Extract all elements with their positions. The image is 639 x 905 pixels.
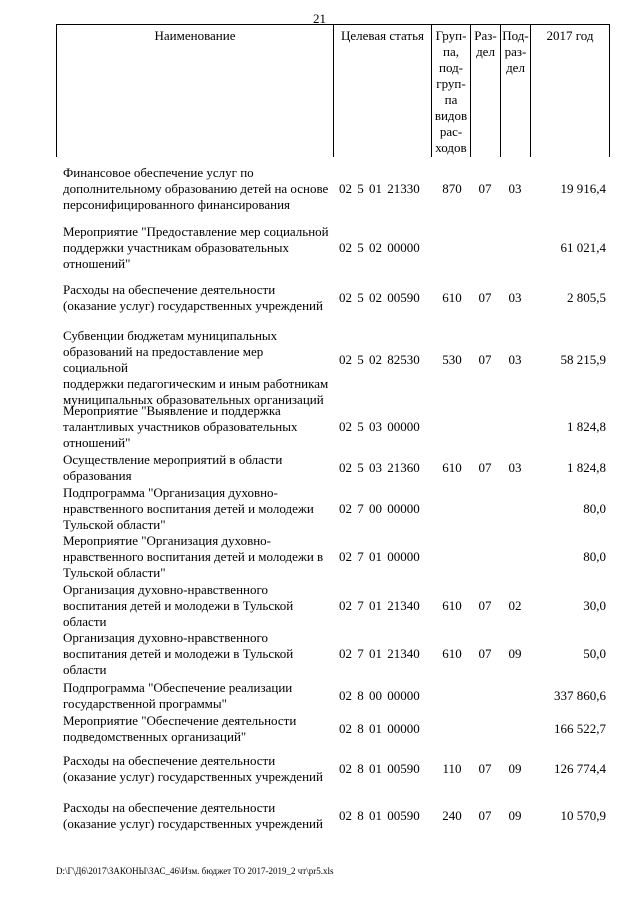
row-name-line: муниципальных образовательных организаций — [63, 392, 324, 407]
row-name-line: государственной программы" — [63, 696, 227, 711]
row-name — [63, 165, 331, 213]
row-razdel: 07 — [478, 598, 492, 613]
row-code: 02 5 02 00590 — [339, 290, 420, 305]
row-name-line: Расходы на обеспечение деятельности — [63, 800, 276, 815]
row-vr: 870 — [442, 181, 462, 196]
header-podrazdel — [501, 28, 530, 76]
row-vr: 240 — [442, 808, 462, 823]
row-name-line: образований на предоставление мер социальной — [63, 344, 264, 375]
row-amount: 10 570,9 — [560, 808, 606, 823]
row-name-line: воспитания детей и молодежи в Тульской — [63, 646, 294, 661]
row-name-line: талантливых участников образовательных — [63, 419, 298, 434]
row-name-line: Тульской области" — [63, 517, 166, 532]
header-target: Целевая статья — [340, 28, 424, 43]
row-code: 02 5 02 00000 — [339, 240, 420, 255]
header-podrazdel-line: дел — [506, 60, 525, 75]
row-code: 02 8 01 00590 — [339, 761, 420, 776]
row-name-line: поддержки педагогическим и иным работникам — [63, 376, 329, 391]
row-vr: 110 — [442, 761, 462, 776]
header-razdel-line: Раз- — [474, 28, 497, 43]
row-name-line: Расходы на обеспечение деятельности — [63, 282, 276, 297]
row-name-line: персонифицированного финансирования — [63, 197, 291, 212]
row-name-line: Субвенции бюджетам муниципальных — [63, 328, 278, 343]
row-code: 02 5 01 21330 — [339, 181, 420, 196]
row-code: 02 5 03 21360 — [339, 460, 420, 475]
row-name — [63, 713, 331, 745]
row-amount: 80,0 — [583, 549, 606, 564]
row-name-line: отношений" — [63, 256, 131, 271]
row-podrazdel: 03 — [508, 352, 522, 367]
row-podrazdel: 09 — [508, 646, 522, 661]
row-amount: 80,0 — [583, 501, 606, 516]
row-name-line: воспитания детей и молодежи в Тульской — [63, 598, 294, 613]
page-number: 21 — [313, 11, 326, 26]
row-podrazdel: 03 — [508, 460, 522, 475]
row-code: 02 7 00 00000 — [339, 501, 420, 516]
header-vr-line: ходов — [435, 140, 467, 155]
row-name — [63, 403, 331, 451]
header-vr-line: рас- — [439, 124, 463, 139]
row-amount: 50,0 — [583, 646, 606, 661]
row-amount: 126 774,4 — [554, 761, 606, 776]
row-amount: 166 522,7 — [554, 721, 606, 736]
row-name — [63, 630, 331, 678]
row-razdel: 07 — [478, 181, 492, 196]
row-code: 02 5 02 82530 — [339, 352, 420, 367]
row-name-line: нравственного воспитания детей и молодежи в — [63, 549, 324, 564]
file-path-footer: D:\Г\Д6\2017\ЗАКОНЫ\ЗАС_46\Изм. бюджет ТО 2017-2019_2 чт\pr5.xls — [56, 866, 334, 876]
row-name — [63, 452, 331, 484]
row-name-line: Тульской области" — [63, 565, 166, 580]
row-vr: 610 — [442, 646, 462, 661]
row-name-line: поддержки участникам образовательных — [63, 240, 290, 255]
row-name-line: нравственного воспитания детей и молодежи — [63, 501, 314, 516]
row-name — [63, 282, 331, 314]
row-razdel: 07 — [478, 646, 492, 661]
row-code: 02 8 01 00590 — [339, 808, 420, 823]
row-razdel: 07 — [478, 761, 492, 776]
row-vr: 530 — [442, 352, 462, 367]
header-year: 2017 год — [546, 28, 594, 43]
row-code: 02 8 00 00000 — [339, 688, 420, 703]
row-vr: 610 — [442, 460, 462, 475]
row-name-line: Мероприятие "Выявление и поддержка — [63, 403, 281, 418]
row-razdel: 07 — [478, 808, 492, 823]
row-amount: 61 021,4 — [560, 240, 606, 255]
row-code: 02 8 01 00000 — [339, 721, 420, 736]
row-name-line: дополнительному образованию детей на основе — [63, 181, 329, 196]
row-podrazdel: 02 — [508, 598, 522, 613]
row-name-line: Расходы на обеспечение деятельности — [63, 753, 276, 768]
row-amount: 1 824,8 — [567, 419, 606, 434]
row-podrazdel: 03 — [508, 290, 522, 305]
header-name: Наименование — [154, 28, 236, 43]
row-podrazdel: 03 — [508, 181, 522, 196]
row-name — [63, 753, 331, 785]
row-name-line: области — [63, 614, 107, 629]
row-name-line: Подпрограмма "Организация духовно- — [63, 485, 278, 500]
row-name-line: отношений" — [63, 435, 131, 450]
row-razdel: 07 — [478, 352, 492, 367]
row-code: 02 7 01 21340 — [339, 598, 420, 613]
header-razdel-line: дел — [476, 44, 495, 59]
row-amount: 2 805,5 — [567, 290, 606, 305]
row-name-line: Подпрограмма "Обеспечение реализации — [63, 680, 293, 695]
row-code: 02 5 03 00000 — [339, 419, 420, 434]
row-amount: 19 916,4 — [560, 181, 606, 196]
header-vr-line: Груп- — [435, 28, 467, 43]
header-podrazdel-line: раз- — [504, 44, 527, 59]
row-name-line: подведомственных организаций" — [63, 729, 247, 744]
header-vr-line: видов — [434, 108, 468, 123]
row-amount: 1 824,8 — [567, 460, 606, 475]
row-name-line: (оказание услуг) государственных учреждений — [63, 816, 323, 831]
row-vr: 610 — [442, 290, 462, 305]
row-podrazdel: 09 — [508, 808, 522, 823]
row-name — [63, 224, 331, 272]
header-razdel — [471, 28, 500, 60]
row-amount: 58 215,9 — [560, 352, 606, 367]
row-amount: 30,0 — [583, 598, 606, 613]
row-name-line: Мероприятие "Обеспечение деятельности — [63, 713, 297, 728]
row-podrazdel: 09 — [508, 761, 522, 776]
header-vr-line: под- — [438, 60, 464, 75]
header-vr-line: груп- — [436, 76, 466, 91]
row-razdel: 07 — [478, 460, 492, 475]
row-code: 02 7 01 00000 — [339, 549, 420, 564]
row-code: 02 7 01 21340 — [339, 646, 420, 661]
row-name — [63, 680, 331, 712]
row-name-line: Осуществление мероприятий в области — [63, 452, 283, 467]
header-podrazdel-line: Под- — [502, 28, 529, 43]
row-amount: 337 860,6 — [554, 688, 606, 703]
row-name-line: образования — [63, 468, 132, 483]
row-name — [63, 582, 331, 630]
row-name-line: Организация духовно-нравственного — [63, 582, 268, 597]
row-name — [63, 328, 331, 408]
row-name-line: (оказание услуг) государственных учреждений — [63, 769, 323, 784]
row-name — [63, 800, 331, 832]
row-name-line: (оказание услуг) государственных учреждений — [63, 298, 323, 313]
row-vr: 610 — [442, 598, 462, 613]
row-name-line: Мероприятие "Предоставление мер социальной — [63, 224, 329, 239]
row-name-line: области — [63, 662, 107, 677]
header-vr-line: па — [444, 92, 458, 107]
row-name-line: Организация духовно-нравственного — [63, 630, 268, 645]
row-name — [63, 485, 331, 533]
row-razdel: 07 — [478, 290, 492, 305]
row-name-line: Финансовое обеспечение услуг по — [63, 165, 254, 180]
row-name — [63, 533, 331, 581]
header-vr-line: па, — [443, 44, 459, 59]
header-vr — [432, 28, 470, 156]
row-name-line: Мероприятие "Организация духовно- — [63, 533, 272, 548]
